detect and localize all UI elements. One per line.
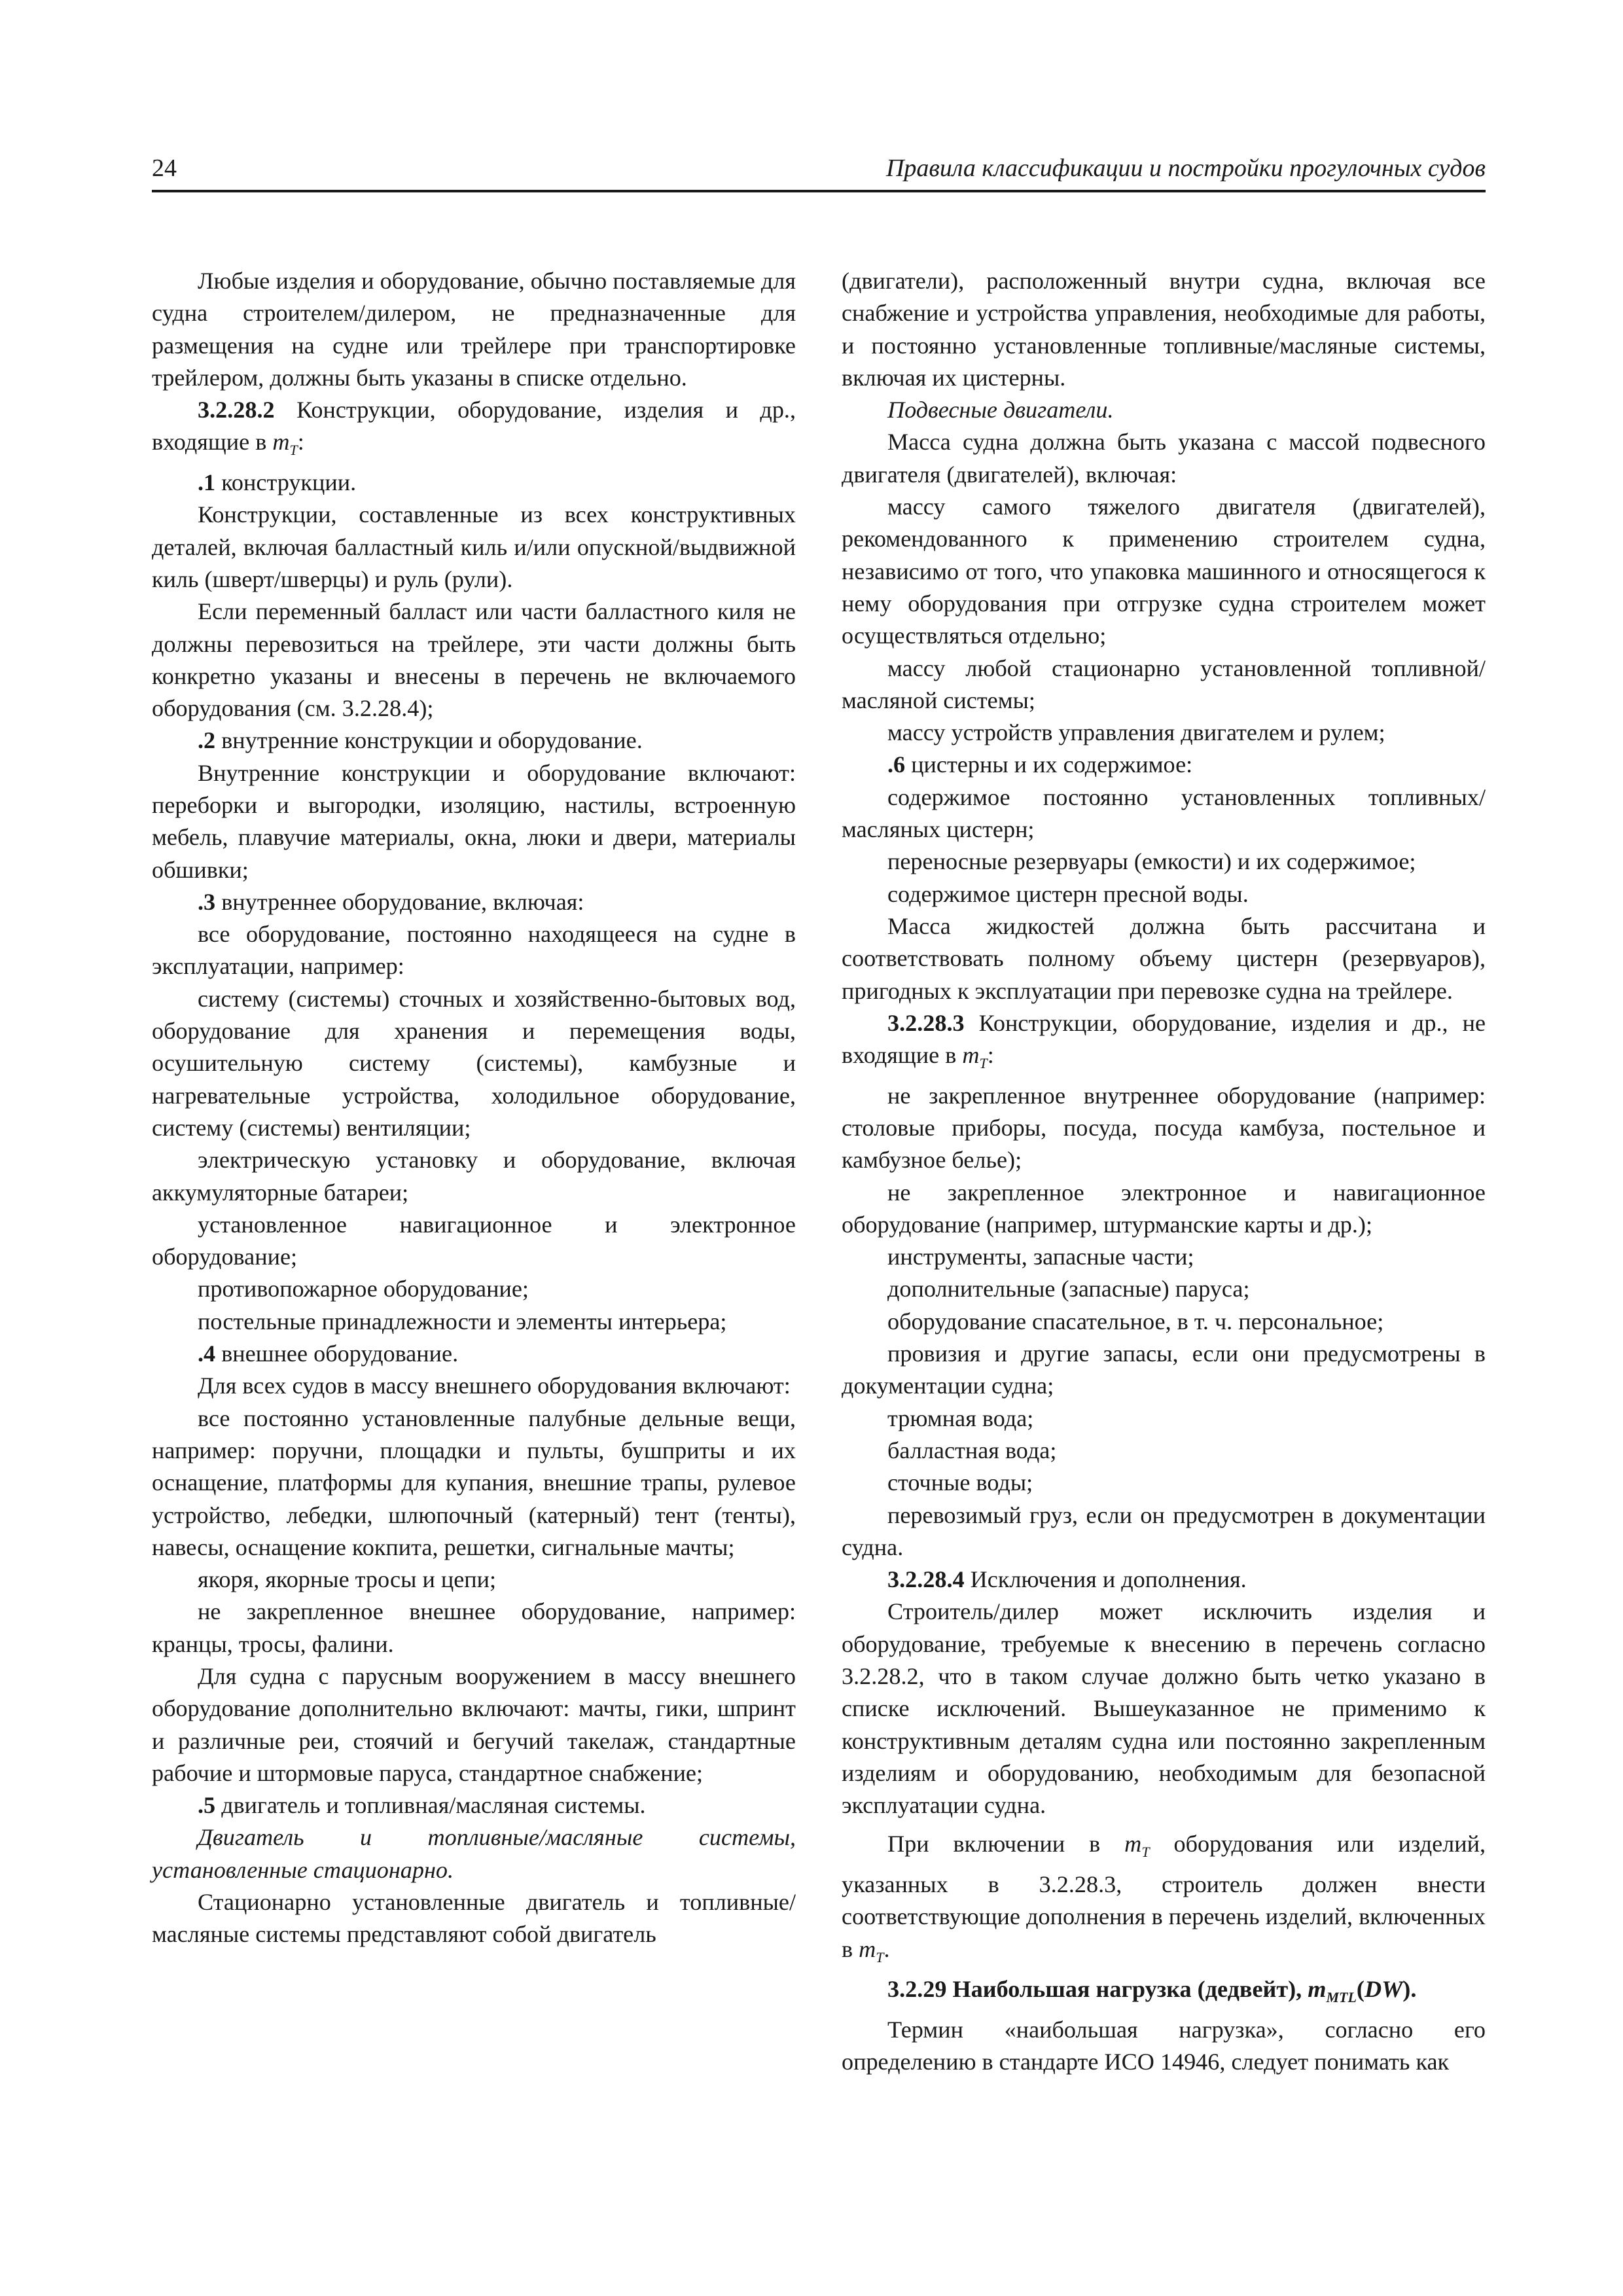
paragraph: не закрепленное электронное и навигационное оборудование (например, штурманские карты и др.); <box>842 1179 1486 1238</box>
paragraph: содержимое цистерн пресной воды. <box>887 880 1249 907</box>
paragraph: Масса судна должна быть указана с массой подвесного двигателя (двигателей), включая: <box>842 429 1486 488</box>
paragraph: якоря, якорные тросы и цепи; <box>198 1566 497 1593</box>
header-rule <box>152 190 1486 192</box>
list-item-4: .4 внешнее оборудование. <box>198 1340 459 1367</box>
paragraph: перевозимый груз, если он предусмотрен в документации судна. <box>842 1501 1486 1560</box>
paragraph: Строитель/дилер может исключить изделия и оборудование, требуемые к внесению в перечень согласно 3.2.28.2, что в таком случае должно быть четко указано в списке исключений. Вышеуказанное не применимо к конструктивным деталям судна или постоянно закрепленным изделиям и оборудованию, необходимым для безопасной эксплуатации судна. <box>842 1598 1486 1819</box>
section-3-2-29: 3.2.29 Наибольшая нагрузка (дедвейт), $m_{MTL}(DW)$. <box>887 1976 1417 2006</box>
mass-symbol: $m_{MTL}$ <box>1308 1976 1357 2006</box>
paragraph: не закрепленное внешнее оборудование, например: кранцы, тросы, фалини. <box>152 1598 796 1657</box>
paragraph: Масса жидкостей должна быть рассчитана и соответствовать полному объему цистерн (резервуаров), пригодных к эксплуатации при перевозке судна на трейлере. <box>842 912 1486 1004</box>
paragraph: Термин «наибольшая нагрузка», согласно его определению в стандарте ИСО 14946, следует понимать как <box>842 2016 1486 2075</box>
page-header <box>152 154 1486 192</box>
list-item-6: .6 цистерны и их содержимое: <box>887 751 1193 778</box>
paragraph: трюмная вода; <box>887 1405 1034 1431</box>
paragraph: сточные воды; <box>887 1469 1033 1496</box>
paragraph: оборудование спасательное, в т. ч. персональное; <box>887 1308 1384 1335</box>
paragraph: переносные резервуары (емкости) и их содержимое; <box>887 848 1416 875</box>
paragraph: Если переменный балласт или части балластного киля не должны перевозиться на трейлере, эти части должны быть конкретно указаны и внесены в перечень не включаемого оборудования (см. 3.2.28.4); <box>152 598 796 722</box>
list-item-5: .5 двигатель и топливная/масляная системы. <box>198 1792 646 1819</box>
paragraph: установленное навигационное и электронное оборудование; <box>152 1211 796 1270</box>
mass-symbol: $m_T$ <box>1124 1831 1150 1861</box>
paragraph: не закрепленное внутреннее оборудование (например: столовые приборы, посуда, посуда камбуза, постельное и камбузное белье); <box>842 1082 1486 1174</box>
paragraph: Стационарно установленные двигатель и топливные/масляные системы представляют собой двигатель <box>152 1889 796 1948</box>
italic-subheading: Подвесные двигатели. <box>887 397 1114 423</box>
paragraph: постельные принадлежности и элементы интерьера; <box>198 1308 727 1335</box>
list-item-3: .3 внутреннее оборудование, включая: <box>198 888 584 915</box>
paragraph: Любые изделия и оборудование, обычно поставляемые для судна строителем/дилером, не предназначенные для размещения на судне или трейлере при транспортировке трейлером, должны быть указаны в списке отдельно. <box>152 268 796 391</box>
paragraph: Для всех судов в массу внешнего оборудования включают: <box>198 1372 791 1399</box>
section-3-2-28-3: 3.2.28.3 Конструкции, оборудование, изделия и др., не входящие в $m_T$: <box>842 1009 1486 1072</box>
paragraph: провизия и другие запасы, если они предусмотрены в документации судна; <box>842 1340 1486 1399</box>
paragraph: Внутренние конструкции и оборудование включают: переборки и выгородки, изоляцию, настилы, встроенную мебель, плавучие материалы, окна, люки и двери, материалы обшивки; <box>152 759 796 883</box>
mass-symbol: $m_T$ <box>272 429 298 459</box>
paragraph: Конструкции, составленные из всех конструктивных деталей, включая балластный киль и/или опускной/выдвижной киль (шверт/шверцы) и руль (рули). <box>152 501 796 592</box>
paragraph: массу любой стационарно установленной топливной/масляной системы; <box>842 655 1486 713</box>
page-number: 24 <box>152 154 177 182</box>
left-column <box>152 265 796 1951</box>
section-3-2-28-2: 3.2.28.2 Конструкции, оборудование, изделия и др., входящие в $m_T$: <box>152 397 796 459</box>
paragraph: систему (системы) сточных и хозяйственно-бытовых вод, оборудование для хранения и перемещения воды, осушительную систему (системы), камбузные и нагревательные устройства, холодильное оборудование, систему (системы) вентиляции; <box>152 985 796 1141</box>
italic-subheading: Двигатель и топливные/масляные системы, установленные стационарно. <box>152 1824 796 1883</box>
section-number: 3.2.28.2 <box>198 397 275 423</box>
list-item-1: .1 конструкции. <box>198 469 357 496</box>
right-column <box>842 265 1486 2078</box>
paragraph: противопожарное оборудование; <box>198 1276 529 1302</box>
paragraph: электрическую установку и оборудование, включая аккумуляторные батареи; <box>152 1147 796 1206</box>
paragraph: все оборудование, постоянно находящееся на судне в эксплуатации, например: <box>152 921 796 980</box>
list-item-2: .2 внутренние конструкции и оборудование. <box>198 727 643 754</box>
paragraph: массу самого тяжелого двигателя (двигателей), рекомендованного к применению строителем судна, независимо от того, что упаковка машинного и относящегося к нему оборудования при отгрузке судна строителем может осуществляться отдельно; <box>842 493 1486 649</box>
mass-symbol: $m_T$ <box>962 1042 988 1072</box>
section-text: Конструкции, оборудование, изделия и др., входящие в <box>152 397 796 456</box>
mass-symbol: $m_T$ <box>859 1935 884 1965</box>
paragraph: все постоянно установленные палубные дельные вещи, например: поручни, площадки и пульты, бушприты и их оснащение, платформы для купания, внешние трапы, рулевое устройство, лебедки, шлюпочный (катерный) тент (тенты), навесы, оснащение кокпита, решетки, сигнальные мачты; <box>152 1405 796 1560</box>
section-3-2-28-4: 3.2.28.4 Исключения и дополнения. <box>887 1566 1247 1593</box>
paragraph: дополнительные (запасные) паруса; <box>887 1276 1250 1302</box>
paragraph: (двигатели), расположенный внутри судна, включая все снабжение и устройства управления, необходимые для работы, и постоянно установленные топливные/масляные системы, включая их цистерны. <box>842 268 1486 391</box>
paragraph: содержимое постоянно установленных топливных/масляных цистерн; <box>842 783 1486 843</box>
running-title: Правила классификации и постройки прогулочных судов <box>885 154 1486 182</box>
paragraph: инструменты, запасные части; <box>887 1244 1194 1270</box>
paragraph: балластная вода; <box>887 1437 1057 1463</box>
paragraph: массу устройств управления двигателем и рулем; <box>887 719 1385 746</box>
paragraph: При включении в $m_T$ оборудования или изделий, указанных в 3.2.28.3, строитель должен внести соответствующие дополнения в перечень изделий, включенных в $m_T$. <box>842 1831 1486 1965</box>
paragraph: Для судна с парусным вооружением в массу внешнего оборудование дополнительно включают: мачты, гики, шпринт и различные реи, стоячий и бегучий такелаж, стандартные рабочие и штормовые паруса, стандартное снабжение; <box>152 1663 796 1786</box>
